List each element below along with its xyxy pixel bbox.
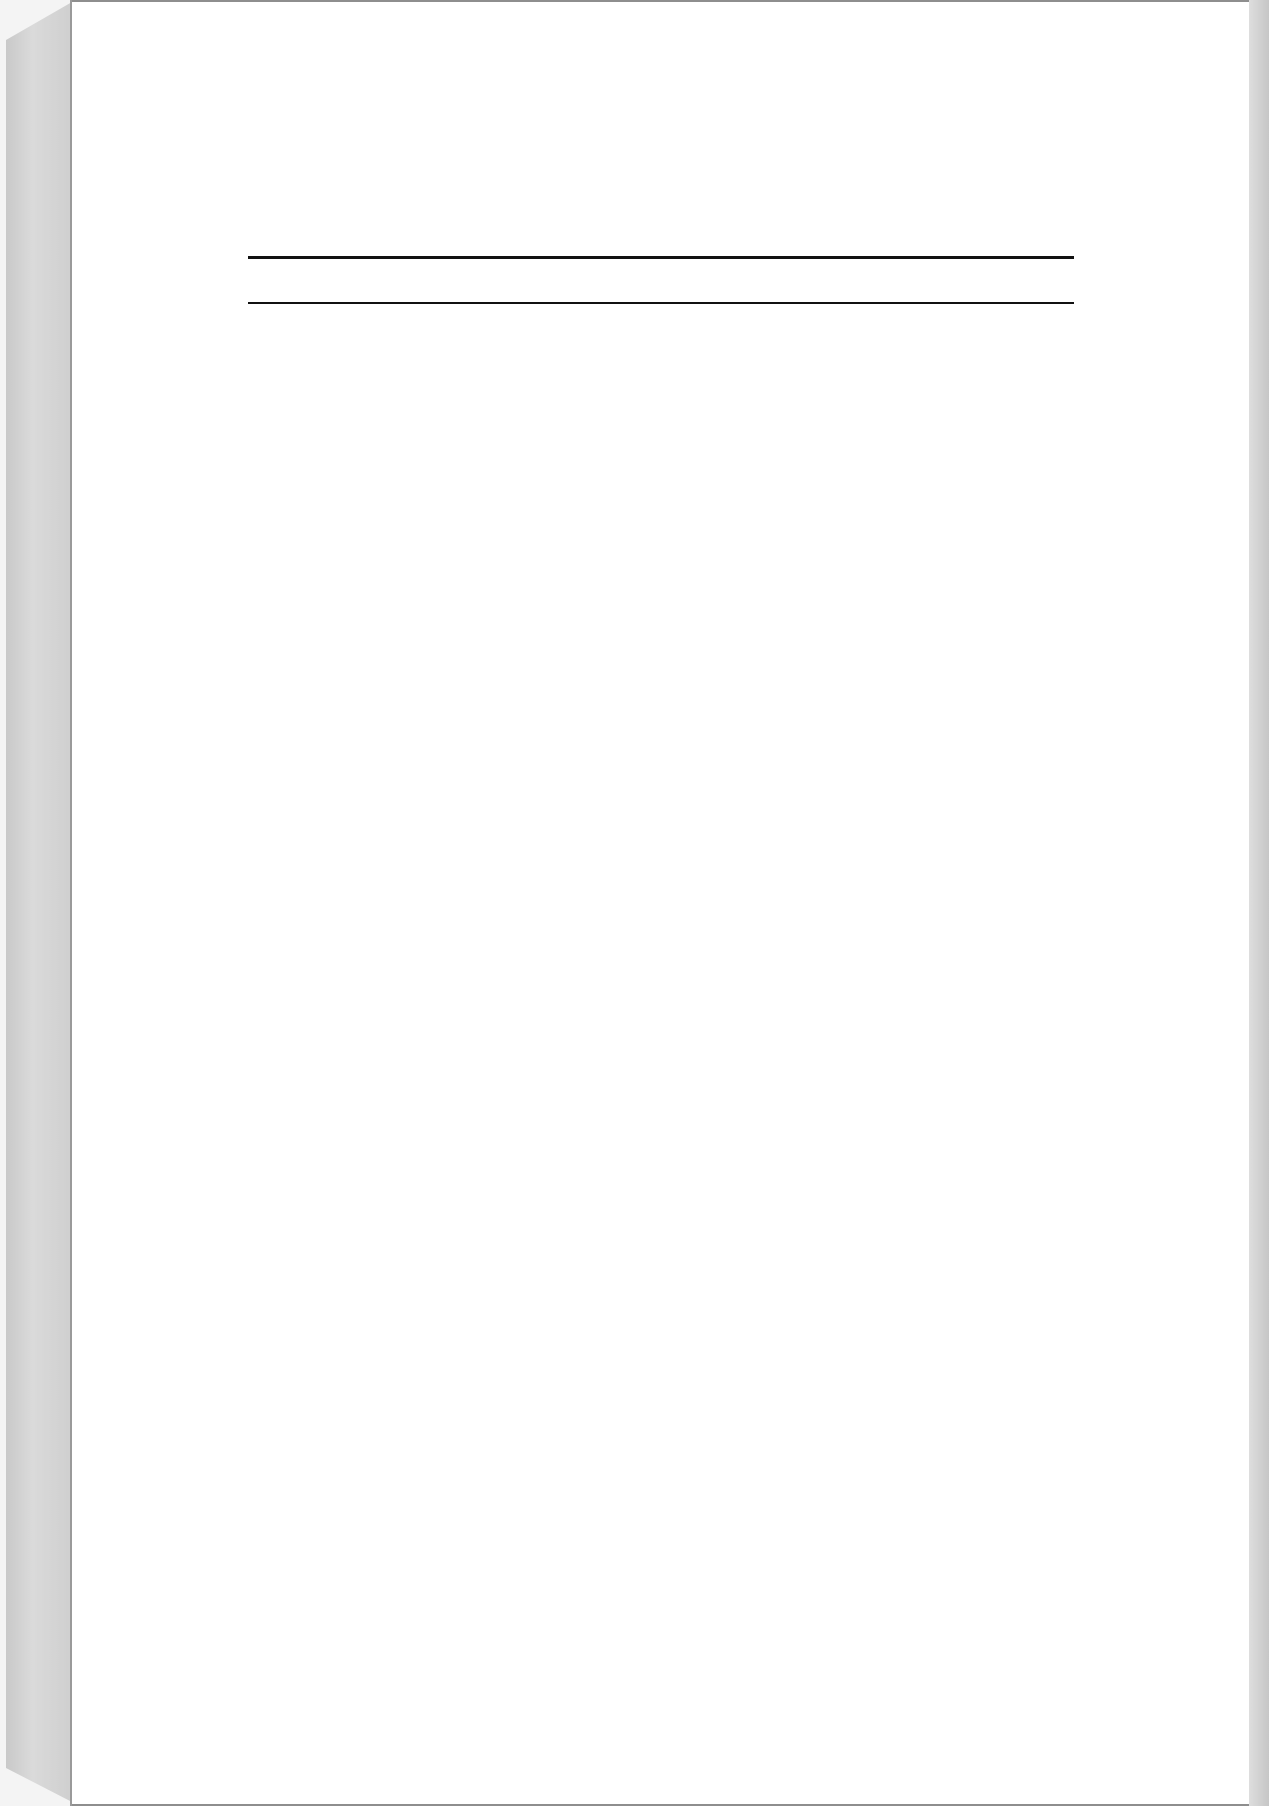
book-page [72,0,1249,1806]
table-header-rule [248,302,1074,304]
table-header [320,267,1146,299]
table-top-rule [248,256,1074,259]
book-spine [6,2,72,1802]
